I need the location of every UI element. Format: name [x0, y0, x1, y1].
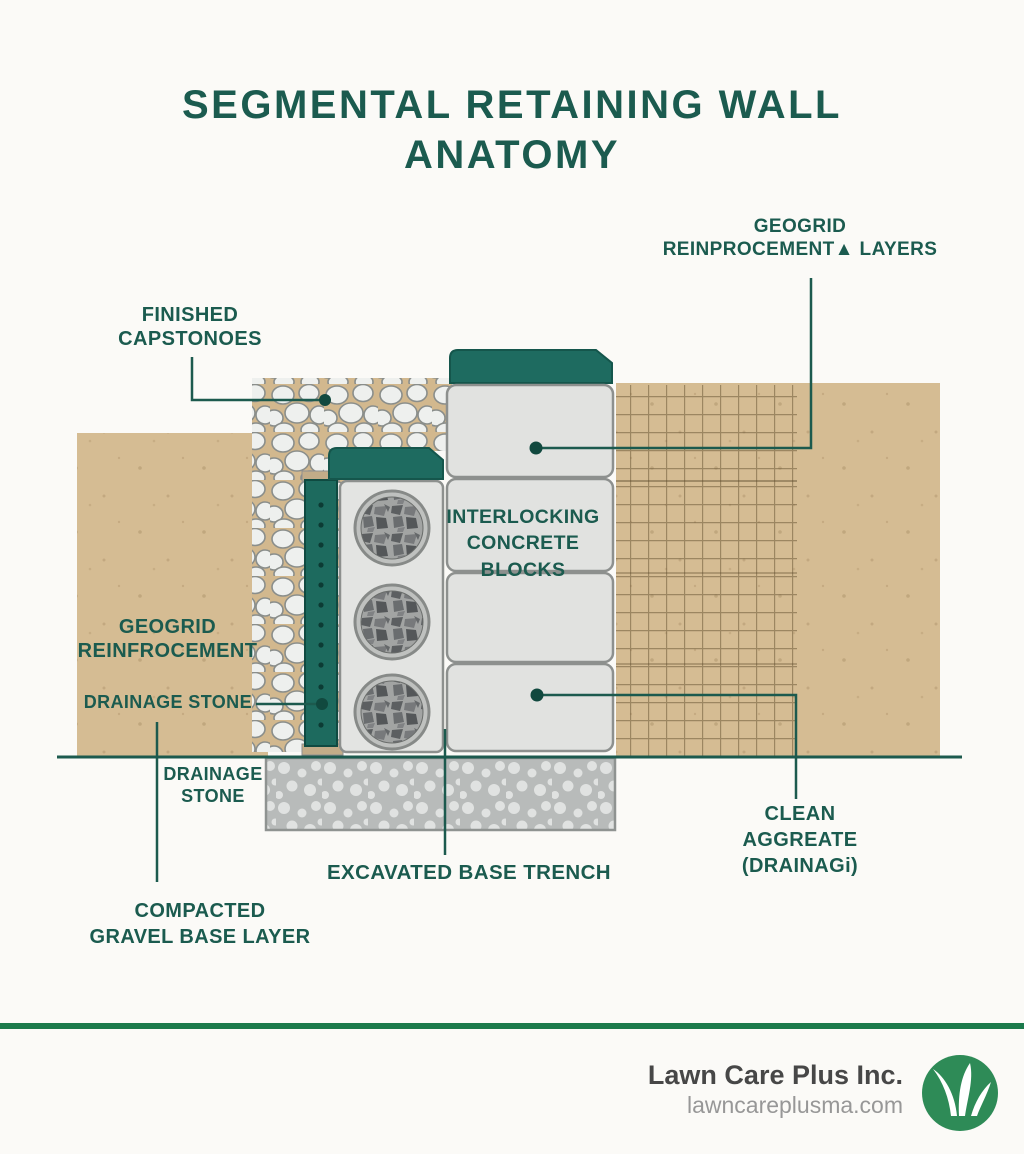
- label-geogrid-reinforcement-layers: GEOGRID REINPROCEMENT▲ LAYERS: [662, 216, 938, 260]
- concrete-block-3: [447, 573, 613, 662]
- label-clean-aggregate: CLEAN AGGREATE (DRAINAGi): [741, 803, 859, 877]
- page-title: [0, 80, 1024, 180]
- label-finished-capstones: FINISHED CAPSTONOES: [118, 304, 262, 350]
- company-name: Lawn Care Plus Inc.: [647, 1060, 903, 1090]
- footer-logo: [922, 1055, 998, 1131]
- title-line-1: SEGMENTAL RETAINING WALL: [182, 83, 842, 127]
- gravel-base-layer: [266, 758, 615, 830]
- label-compacted-gravel-base: COMPACTED GRAVEL BASE LAYER: [89, 900, 311, 948]
- website-url: lawncareplusma.com: [686, 1091, 903, 1118]
- footer-branding: [648, 1061, 903, 1121]
- label-geogrid-reinforcement: GEOGRID REINFROCEMENT: [77, 616, 258, 662]
- label-interlocking-concrete-blocks: INTERLOCKING CONCRETE BLOCKS: [446, 506, 600, 581]
- label-drainage-stone-upper: DRAINAGE STONE: [83, 692, 252, 712]
- title-line-2: ANATOMY: [403, 133, 620, 177]
- concrete-block-1: [447, 385, 613, 477]
- footer-divider: [0, 1023, 1024, 1029]
- aggregate-geogrid-area: [616, 385, 797, 757]
- concrete-block-4: [447, 664, 613, 751]
- finished-capstone: [450, 350, 612, 383]
- block-gravel-cores: [355, 491, 429, 749]
- inner-capstone: [329, 448, 443, 479]
- label-excavated-base-trench: EXCAVATED BASE TRENCH: [326, 861, 612, 884]
- label-drainage-stone-lower: DRAINAGE STONE: [163, 764, 263, 806]
